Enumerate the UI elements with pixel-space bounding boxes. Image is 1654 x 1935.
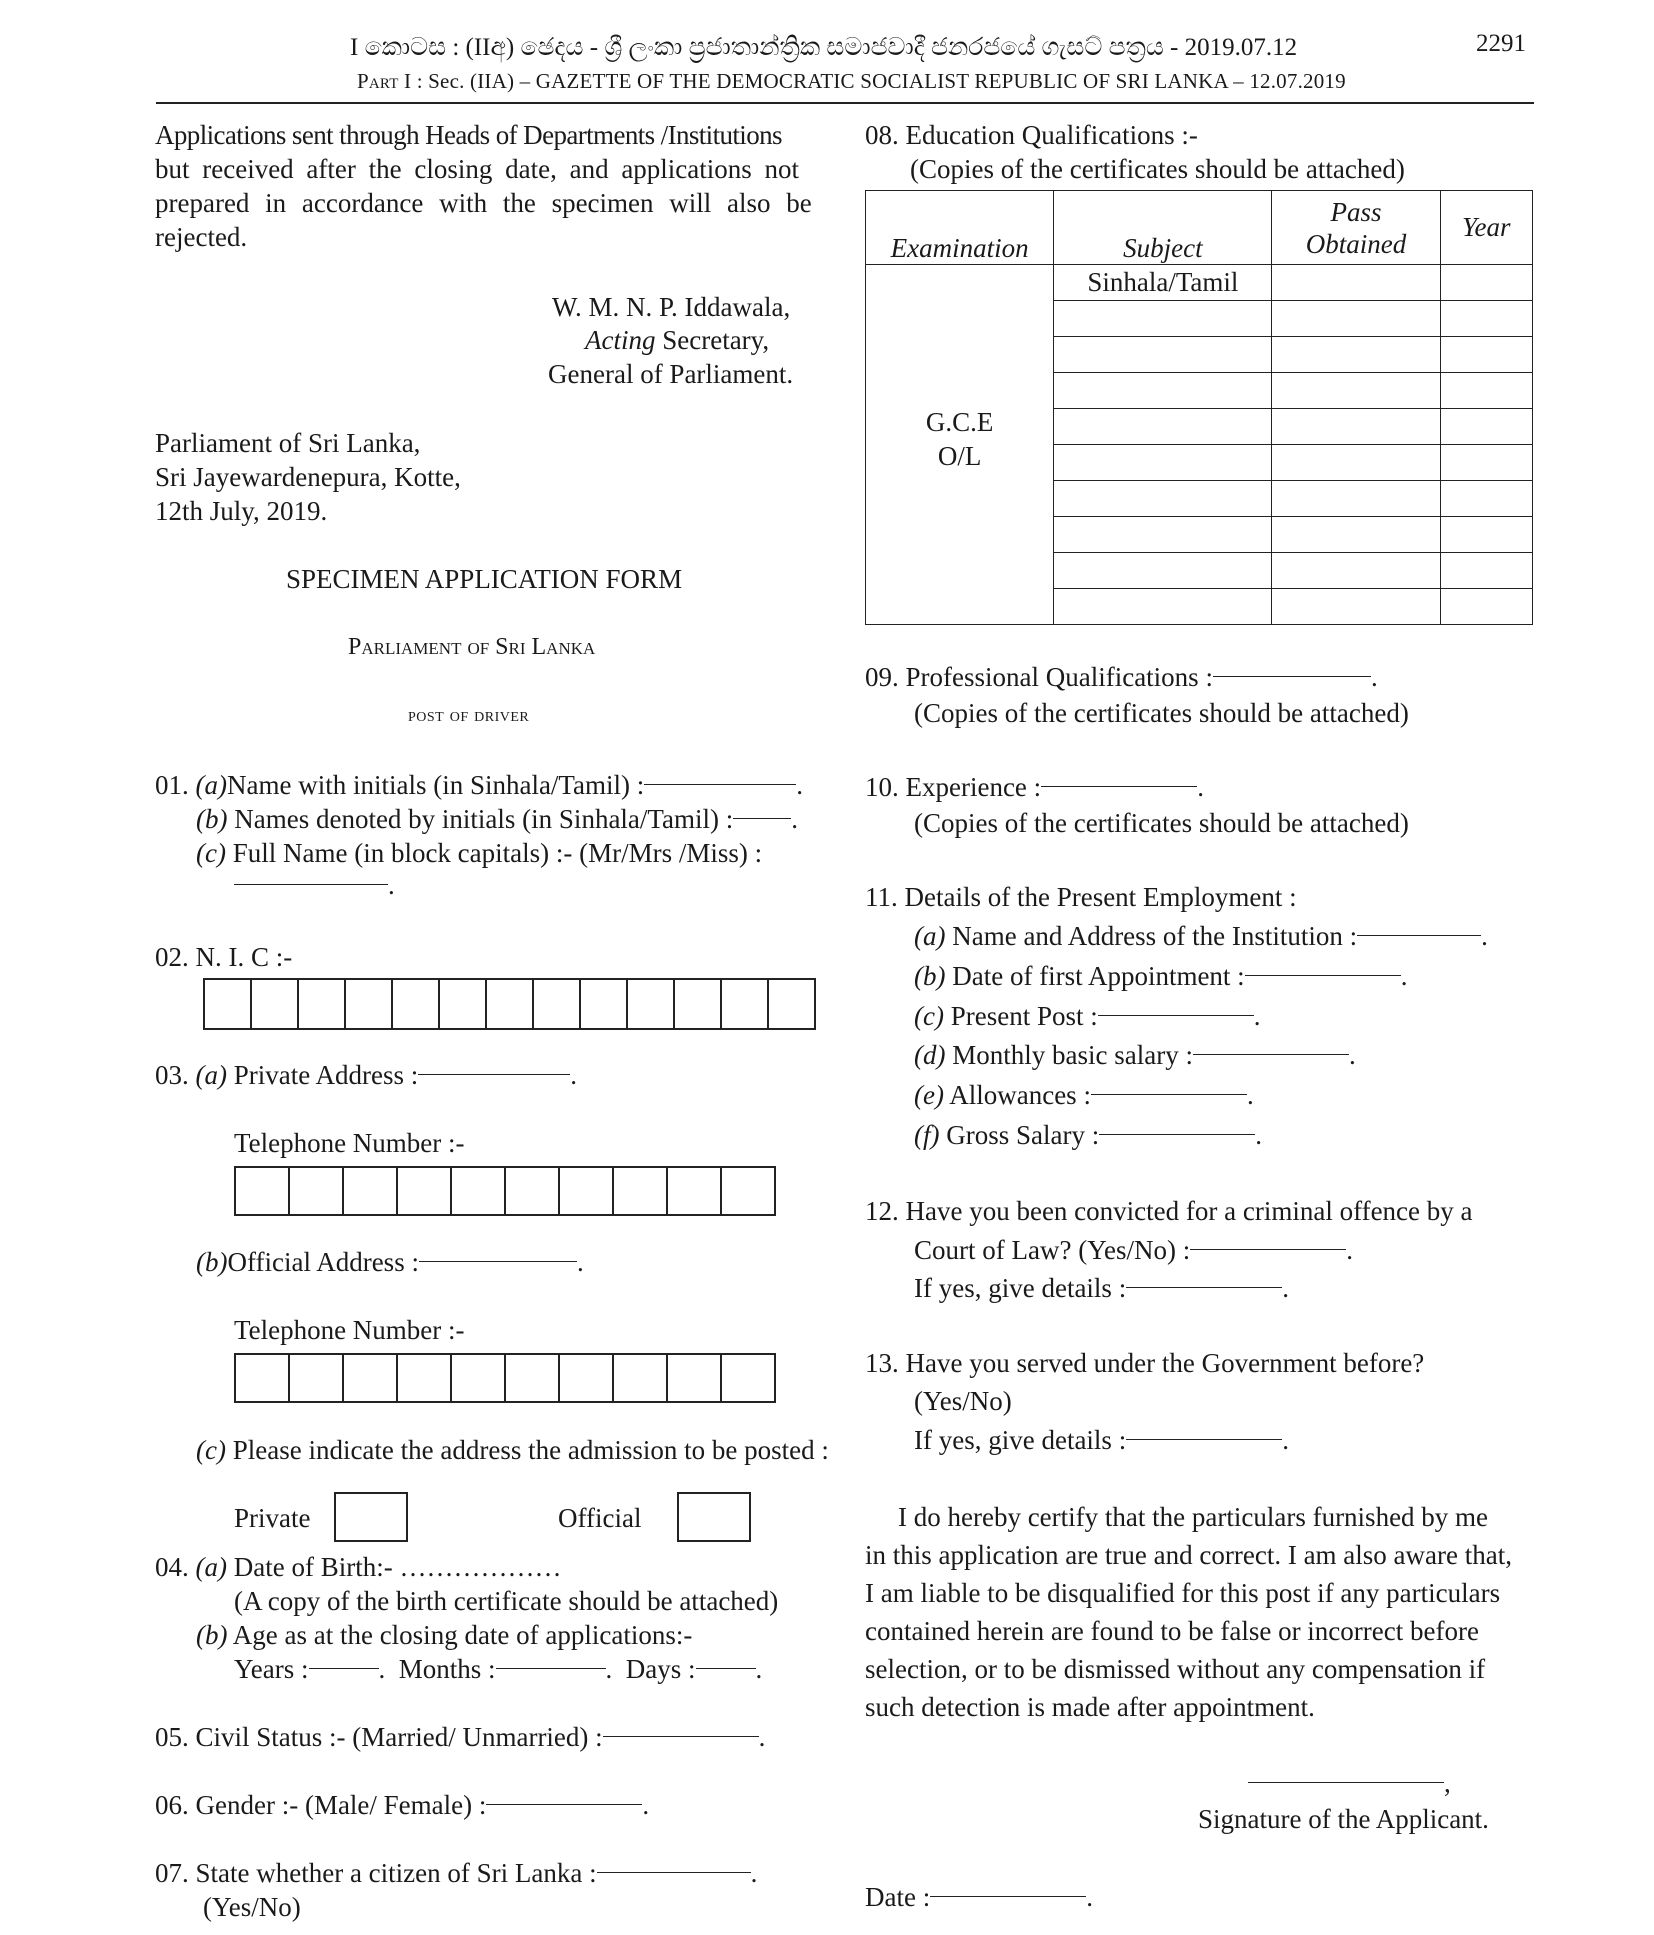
q10-note: (Copies of the certificates should be attached) xyxy=(914,808,1409,838)
official-checkbox[interactable] xyxy=(677,1492,751,1542)
year-cell[interactable] xyxy=(1440,553,1532,589)
address-line-3: 12th July, 2019. xyxy=(155,496,328,526)
q11-c: (c) Present Post : . xyxy=(914,1001,1261,1031)
col-header-examination: Examination xyxy=(866,191,1054,265)
q01-b: (b) Names denoted by initials (in Sinhala/Tamil) : . xyxy=(196,804,798,834)
year-cell[interactable] xyxy=(1440,589,1532,625)
q12-line3: If yes, give details : . xyxy=(914,1273,1289,1303)
q12: 12. Have you been convicted for a criminal offence by a xyxy=(865,1196,1473,1226)
year-cell[interactable] xyxy=(1440,337,1532,373)
address-line-2: Sri Jayewardenepura, Kotte, xyxy=(155,462,461,492)
q13-line2: (Yes/No) xyxy=(914,1386,1012,1416)
declaration-line-3: I am liable to be disqualified for this post if any particulars xyxy=(865,1578,1501,1608)
pass-cell[interactable] xyxy=(1272,445,1440,481)
year-cell[interactable] xyxy=(1440,301,1532,337)
col-header-year: Year xyxy=(1440,191,1532,265)
declaration-line-1: I do hereby certify that the particulars furnished by me xyxy=(898,1502,1489,1532)
q08-note: (Copies of the certificates should be attached) xyxy=(910,154,1405,184)
q09: 09. Professional Qualifications : . xyxy=(865,662,1378,692)
subject-cell[interactable] xyxy=(1054,373,1272,409)
pass-cell[interactable] xyxy=(1272,301,1440,337)
q11-b: (b) Date of first Appointment : . xyxy=(914,961,1408,991)
subject-cell[interactable] xyxy=(1054,301,1272,337)
q01-c: (c) Full Name (in block capitals) :- (Mr/Mrs /Miss) : xyxy=(196,838,763,868)
header-rule xyxy=(156,102,1534,104)
q03-tel-b-label: Telephone Number :- xyxy=(234,1315,465,1345)
pass-cell[interactable] xyxy=(1272,373,1440,409)
col-header-pass-obtained: Pass Obtained xyxy=(1272,191,1440,265)
year-cell[interactable] xyxy=(1440,517,1532,553)
header-part: Part xyxy=(357,69,399,93)
post-title: post of driver xyxy=(408,704,530,726)
page-number: 2291 xyxy=(1476,30,1526,57)
private-checkbox[interactable] xyxy=(334,1492,408,1542)
q11: 11. Details of the Present Employment : xyxy=(865,882,1297,912)
official-option-label: Official xyxy=(558,1503,642,1533)
q03-c: (c) Please indicate the address the admission to be posted : xyxy=(196,1435,829,1465)
q04-age-fields: Years : . Months : . Days : . xyxy=(234,1654,763,1684)
q11-f: (f) Gross Salary : . xyxy=(914,1120,1262,1150)
subject-cell[interactable] xyxy=(1054,481,1272,517)
pass-cell[interactable] xyxy=(1272,589,1440,625)
pass-cell[interactable] xyxy=(1272,481,1440,517)
signature-label: Signature of the Applicant. xyxy=(1198,1804,1489,1834)
subject-cell[interactable] xyxy=(1054,409,1272,445)
intro-line-2: but received after the closing date, and applications not xyxy=(155,154,800,184)
exam-cell-gce-ol: G.C.E O/L xyxy=(866,265,1054,625)
declaration-line-5: selection, or to be dismissed without any compensation if xyxy=(865,1654,1486,1684)
q13-line3: If yes, give details : . xyxy=(914,1425,1289,1455)
subject-cell: Sinhala/Tamil xyxy=(1054,265,1272,301)
q07: 07. State whether a citizen of Sri Lanka : . xyxy=(155,1858,758,1888)
secretary-title-2: General of Parliament. xyxy=(548,359,794,389)
q01-a: 01. (a)Name with initials (in Sinhala/Tamil) : . xyxy=(155,770,804,800)
education-table xyxy=(865,190,1533,625)
q11-e: (e) Allowances : . xyxy=(914,1080,1254,1110)
q09-note: (Copies of the certificates should be attached) xyxy=(914,698,1409,728)
subject-cell[interactable] xyxy=(1054,337,1272,373)
subject-cell[interactable] xyxy=(1054,517,1272,553)
pass-cell[interactable] xyxy=(1272,517,1440,553)
q10: 10. Experience : . xyxy=(865,772,1204,802)
pass-cell[interactable] xyxy=(1272,337,1440,373)
subject-cell[interactable] xyxy=(1054,445,1272,481)
private-option-label: Private xyxy=(234,1503,311,1533)
q11-d: (d) Monthly basic salary : . xyxy=(914,1040,1356,1070)
q03-tel-a-label: Telephone Number :- xyxy=(234,1128,465,1158)
q03-a: 03. (a) Private Address : . xyxy=(155,1060,577,1090)
q03-b: (b)Official Address : . xyxy=(196,1247,584,1277)
signature-line[interactable]: , xyxy=(1248,1766,1451,1800)
year-cell[interactable] xyxy=(1440,409,1532,445)
q11-a: (a) Name and Address of the Institution : . xyxy=(914,921,1488,951)
header-english xyxy=(357,69,1346,94)
col-header-subject: Subject xyxy=(1054,191,1272,265)
year-cell[interactable] xyxy=(1440,445,1532,481)
header-sinhala: I කොටස : (IIඅ) ඡෙදය - ශ්‍රී ලංකා ප්‍රජාතාන්ත්‍රික සමාජවාදී ජනරජයේ ගැසට් පත්‍රය - 2019.07.12 xyxy=(350,34,1298,61)
q07-note: (Yes/No) xyxy=(203,1892,301,1922)
pass-cell[interactable] xyxy=(1272,409,1440,445)
q04-a-note: (A copy of the birth certificate should be attached) xyxy=(234,1586,779,1616)
intro-line-1: Applications sent through Heads of Departments /Institutions xyxy=(155,120,782,150)
secretary-title: Acting Secretary, xyxy=(585,325,770,355)
address-line-1: Parliament of Sri Lanka, xyxy=(155,428,421,458)
institution-title: Parliament of Sri Lanka xyxy=(348,634,596,660)
declaration-line-4: contained herein are found to be false or incorrect before xyxy=(865,1616,1479,1646)
q02-label: 02. N. I. C :- xyxy=(155,942,293,972)
pass-cell[interactable] xyxy=(1272,265,1440,301)
q12-line2: Court of Law? (Yes/No) : . xyxy=(914,1235,1353,1265)
private-telephone-boxes[interactable] xyxy=(234,1166,776,1216)
year-cell[interactable] xyxy=(1440,373,1532,409)
year-cell[interactable] xyxy=(1440,481,1532,517)
year-cell[interactable] xyxy=(1440,265,1532,301)
secretary-name: W. M. N. P. Iddawala, xyxy=(552,292,791,322)
pass-cell[interactable] xyxy=(1272,553,1440,589)
official-telephone-boxes[interactable] xyxy=(234,1353,776,1403)
form-title: SPECIMEN APPLICATION FORM xyxy=(286,564,683,594)
q05: 05. Civil Status :- (Married/ Unmarried) : . xyxy=(155,1722,766,1752)
q04-b: (b) Age as at the closing date of applications:- xyxy=(196,1620,693,1650)
subject-cell[interactable] xyxy=(1054,553,1272,589)
subject-cell[interactable] xyxy=(1054,589,1272,625)
q01-c-blank[interactable]: . xyxy=(234,868,395,902)
q08-label: 08. Education Qualifications :- xyxy=(865,120,1198,150)
header-english-rest: I : Sec. (IIA) – GAZETTE OF THE DEMOCRATIC SOCIALIST REPUBLIC OF SRI LANKA – 12.07.2019 xyxy=(404,69,1346,93)
date-field: Date : . xyxy=(865,1882,1093,1912)
q06: 06. Gender :- (Male/ Female) : . xyxy=(155,1790,650,1820)
q13: 13. Have you served under the Government before? xyxy=(865,1348,1425,1378)
declaration-line-2: in this application are true and correct. I am also aware that, xyxy=(865,1540,1512,1570)
intro-line-3: prepared in accordance with the specimen will also be xyxy=(155,188,812,218)
declaration-line-6: such detection is made after appointment. xyxy=(865,1692,1315,1722)
q04-a: 04. (a) Date of Birth:- ……………… xyxy=(155,1552,562,1582)
nic-boxes[interactable] xyxy=(203,978,816,1030)
intro-line-4: rejected. xyxy=(155,222,248,252)
